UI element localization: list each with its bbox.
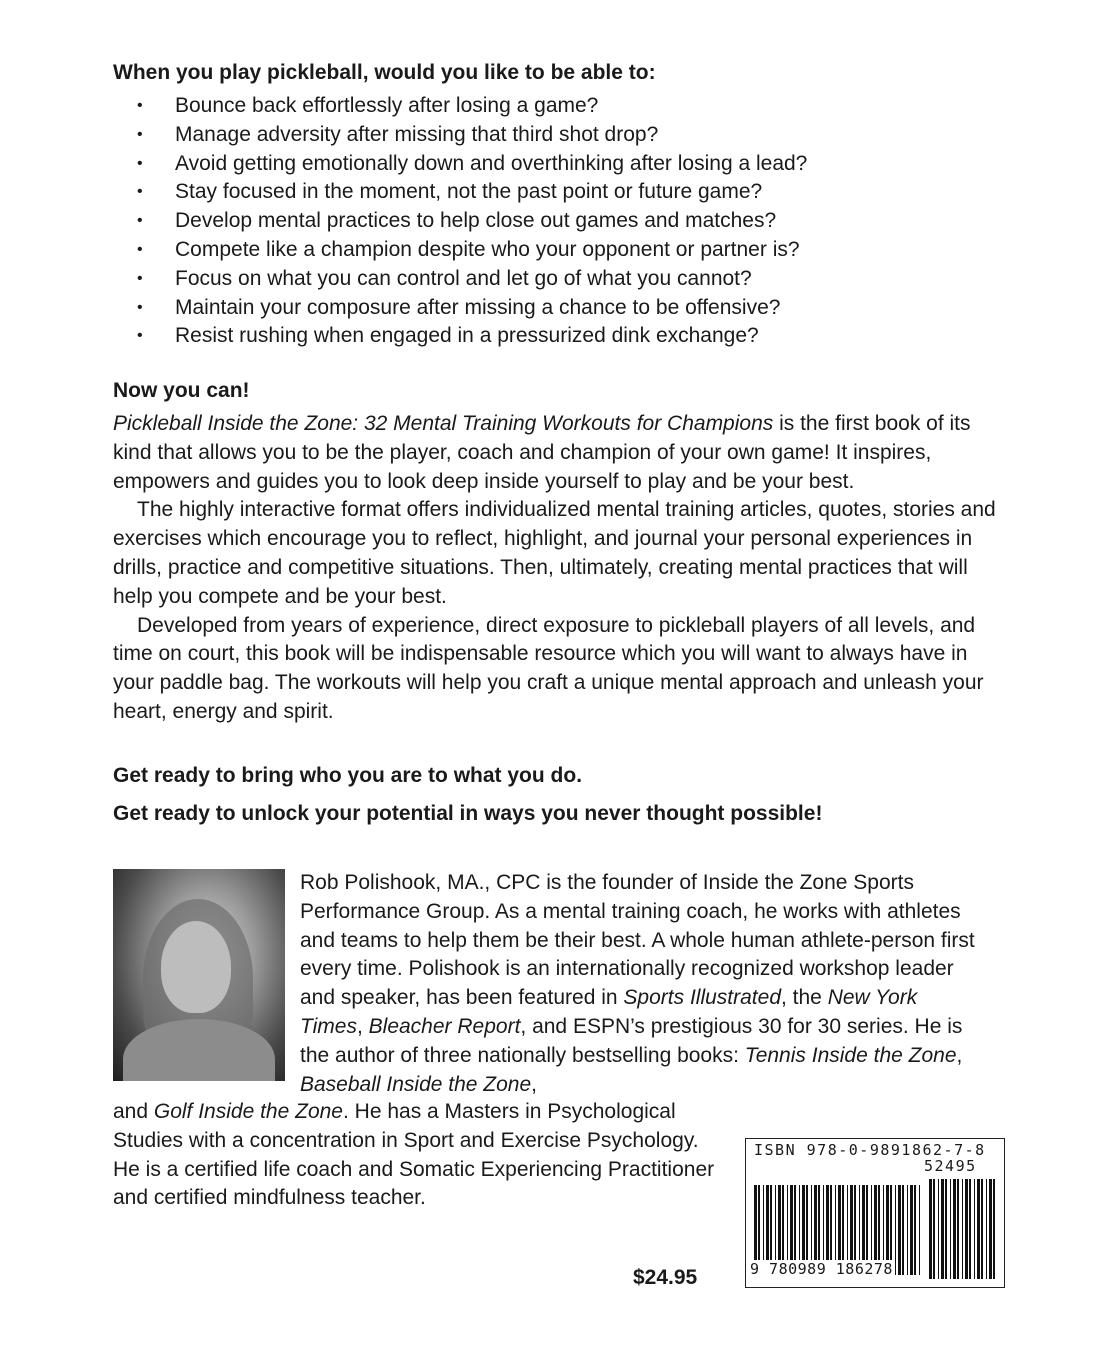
- description-paragraph-1: [113, 410, 1003, 496]
- question-text: Maintain your composure after missing a chance to be offensive?: [175, 295, 781, 319]
- author-bio-bottom: and Golf Inside the Zone. He has a Masters in Psychological Studies with a concentration in Sport and Exercise Psychology. He is a certified life coach and Somatic Experiencing Practitioner and certified mindfulness teacher.: [113, 1100, 715, 1210]
- book-tennis: Tennis Inside the Zone: [744, 1043, 957, 1067]
- bullet-dot: •: [137, 154, 143, 172]
- price: $24.95: [633, 1266, 698, 1289]
- question-text: Bounce back effortlessly after losing a game?: [175, 94, 599, 117]
- description-text-1: is the first book of its kind that allows you to be the player, coach and champion of your own game! It inspires, empowers and guides you to look deep inside yourself to play and be your best.: [113, 412, 971, 493]
- bullet-dot: •: [137, 240, 143, 258]
- bullet-dot: •: [137, 183, 143, 201]
- question-text: Manage adversity after missing that third shot drop?: [175, 122, 659, 146]
- question-item: [113, 92, 1003, 121]
- bullet-dot: •: [137, 327, 143, 345]
- question-item: [113, 178, 1003, 207]
- publication-si: Sports Illustrated: [623, 986, 781, 1010]
- description-paragraph-2: The highly interactive format offers individualized mental training articles, quotes, stories and exercises which encourage you to reflect, highlight, and journal your personal experiences in drills, practice and competitive situations. Then, ultimately, creating mental practices that will help you compete and be your best.: [113, 498, 996, 608]
- isbn-barcode: [745, 1138, 1005, 1288]
- question-item: [113, 294, 1003, 323]
- question-list: [113, 92, 1003, 351]
- question-text: Focus on what you can control and let go of what you cannot?: [175, 266, 752, 290]
- question-item: [113, 322, 1003, 351]
- publication-br: Bleacher Report: [368, 1014, 521, 1038]
- question-item: [113, 121, 1003, 150]
- question-text: Avoid getting emotionally down and overthinking after losing a lead?: [175, 151, 808, 175]
- question-item: [113, 236, 1003, 265]
- call-to-action-1: Get ready to bring who you are to what you do.: [113, 764, 583, 787]
- bullet-dot: •: [137, 298, 143, 316]
- question-text: Stay focused in the moment, not the past point or future game?: [175, 180, 763, 204]
- question-text: Resist rushing when engaged in a pressurized dink exchange?: [175, 324, 759, 348]
- question-item: [113, 207, 1003, 236]
- publication-nyt: New York Times: [300, 986, 918, 1038]
- bullet-dot: •: [137, 269, 143, 287]
- now-heading: Now you can!: [113, 379, 250, 402]
- question-text: Compete like a champion despite who your opponent or partner is?: [175, 237, 800, 261]
- author-photo: [113, 869, 285, 1081]
- ean-digits: 9 780989 186278: [750, 1260, 893, 1278]
- call-to-action-2: Get ready to unlock your potential in ways you never thought possible!: [113, 802, 823, 825]
- book-golf: Golf Inside the Zone: [153, 1100, 343, 1123]
- barcode-addon-digits: 52495: [924, 1157, 977, 1175]
- description-block: [113, 410, 1003, 727]
- barcode-addon-bars: [929, 1179, 997, 1279]
- question-text: Develop mental practices to help close out games and matches?: [175, 209, 777, 233]
- question-item: [113, 150, 1003, 179]
- bullet-dot: •: [137, 97, 143, 114]
- book-title: Pickleball Inside the Zone: 32 Mental Training Workouts for Champions: [113, 412, 774, 435]
- back-cover: [113, 58, 1003, 825]
- isbn-label: ISBN 978-0-9891862-7-8: [754, 1141, 986, 1159]
- book-baseball: Baseball Inside the Zone: [300, 1072, 532, 1096]
- intro-heading: When you play pickleball, would you like to be able to:: [113, 61, 656, 84]
- author-bio-top: Rob Polishook, MA., CPC is the founder of Inside the Zone Sports Performance Group. As a mental training coach, he works with athletes and teams to help them be their best. A whole human athlete-person first every time. Polishook is an internationally recognized workshop leader and speaker, has been featured in Sports Illustrated, the New York Times, Bleacher Report, and ESPN’s prestigious 30 for 30 series. He is the author of three nationally bestselling books: Tennis Inside the Zone, Baseball Inside the Zone,: [300, 871, 975, 1096]
- bullet-dot: •: [137, 125, 143, 143]
- question-item: [113, 265, 1003, 294]
- bullet-dot: •: [137, 212, 143, 230]
- description-paragraph-3: Developed from years of experience, direct exposure to pickleball players of all levels, and time on court, this book will be indispensable resource which you will want to always have in your paddle bag. The workouts will help you craft a unique mental approach and unleash your heart, energy and spirit.: [113, 613, 984, 723]
